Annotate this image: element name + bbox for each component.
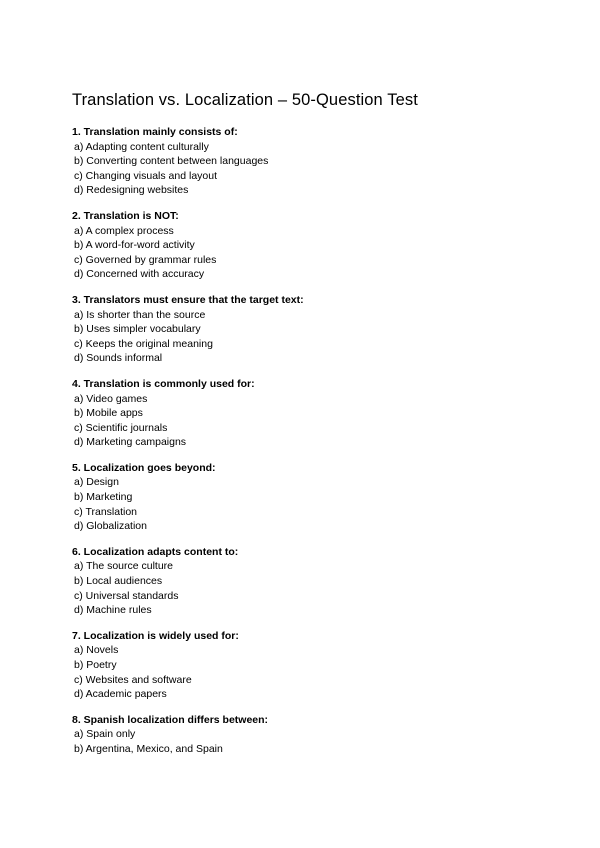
answer-option: c) Scientific journals	[74, 421, 168, 434]
answer-options	[72, 727, 552, 756]
question-block	[72, 377, 552, 450]
answer-option: d) Academic papers	[74, 688, 167, 701]
question-block	[72, 461, 552, 534]
question-text: 5. Localization goes beyond:	[72, 461, 216, 474]
answer-option: d) Sounds informal	[74, 352, 163, 365]
question-text: 1. Translation mainly consists of:	[72, 126, 238, 138]
answer-option: c) Translation	[74, 505, 138, 518]
answer-option: d) Globalization	[74, 520, 147, 533]
answer-option: c) Universal standards	[74, 589, 179, 602]
answer-option: d) Marketing campaigns	[74, 436, 187, 449]
answer-option: a) Video games	[74, 392, 148, 405]
answer-option: b) Uses simpler vocabulary	[74, 323, 201, 336]
answer-option: c) Websites and software	[74, 673, 192, 686]
answer-option: a) The source culture	[74, 560, 174, 573]
question-block	[72, 545, 552, 618]
answer-option: d) Redesigning websites	[74, 184, 189, 197]
answer-option: c) Governed by grammar rules	[74, 253, 217, 266]
answer-option: a) Is shorter than the source	[74, 308, 206, 321]
question-text: 3. Translators must ensure that the target text:	[72, 293, 304, 306]
answer-option: a) Spain only	[74, 728, 136, 741]
answer-option: b) Mobile apps	[74, 407, 143, 420]
document-title: Translation vs. Localization – 50-Question Test	[72, 91, 418, 109]
answer-option: b) Marketing	[74, 491, 133, 504]
answer-option: b) Poetry	[74, 659, 117, 671]
question-block	[72, 713, 552, 757]
question-text: 4. Translation is commonly used for:	[72, 377, 255, 390]
answer-options	[72, 559, 552, 617]
answer-option: b) Converting content between languages	[74, 155, 269, 168]
question-text: 2. Translation is NOT:	[72, 209, 179, 222]
answer-options	[72, 475, 552, 533]
answer-option: a) A complex process	[74, 224, 174, 237]
answer-option: d) Concerned with accuracy	[74, 268, 205, 281]
answer-options	[72, 224, 552, 282]
question-text: 8. Spanish localization differs between:	[72, 713, 269, 726]
answer-option: d) Machine rules	[74, 604, 152, 617]
question-block	[72, 125, 552, 198]
answer-option: b) A word-for-word activity	[74, 239, 195, 252]
answer-option: a) Adapting content culturally	[74, 140, 209, 153]
question-block	[72, 629, 552, 702]
question-block	[72, 293, 552, 366]
answer-options	[72, 308, 552, 366]
answer-options	[72, 140, 552, 198]
question-list	[72, 125, 552, 768]
answer-option: c) Keeps the original meaning	[74, 337, 213, 350]
question-text: 7. Localization is widely used for:	[72, 629, 239, 642]
answer-options	[72, 643, 552, 701]
answer-options	[72, 392, 552, 450]
answer-option: b) Local audiences	[74, 575, 163, 588]
answer-option: c) Changing visuals and layout	[74, 169, 218, 182]
answer-option: a) Novels	[74, 644, 119, 657]
question-text: 6. Localization adapts content to:	[72, 545, 239, 558]
answer-option: a) Design	[74, 476, 119, 489]
question-block	[72, 209, 552, 282]
answer-option: b) Argentina, Mexico, and Spain	[74, 742, 223, 755]
